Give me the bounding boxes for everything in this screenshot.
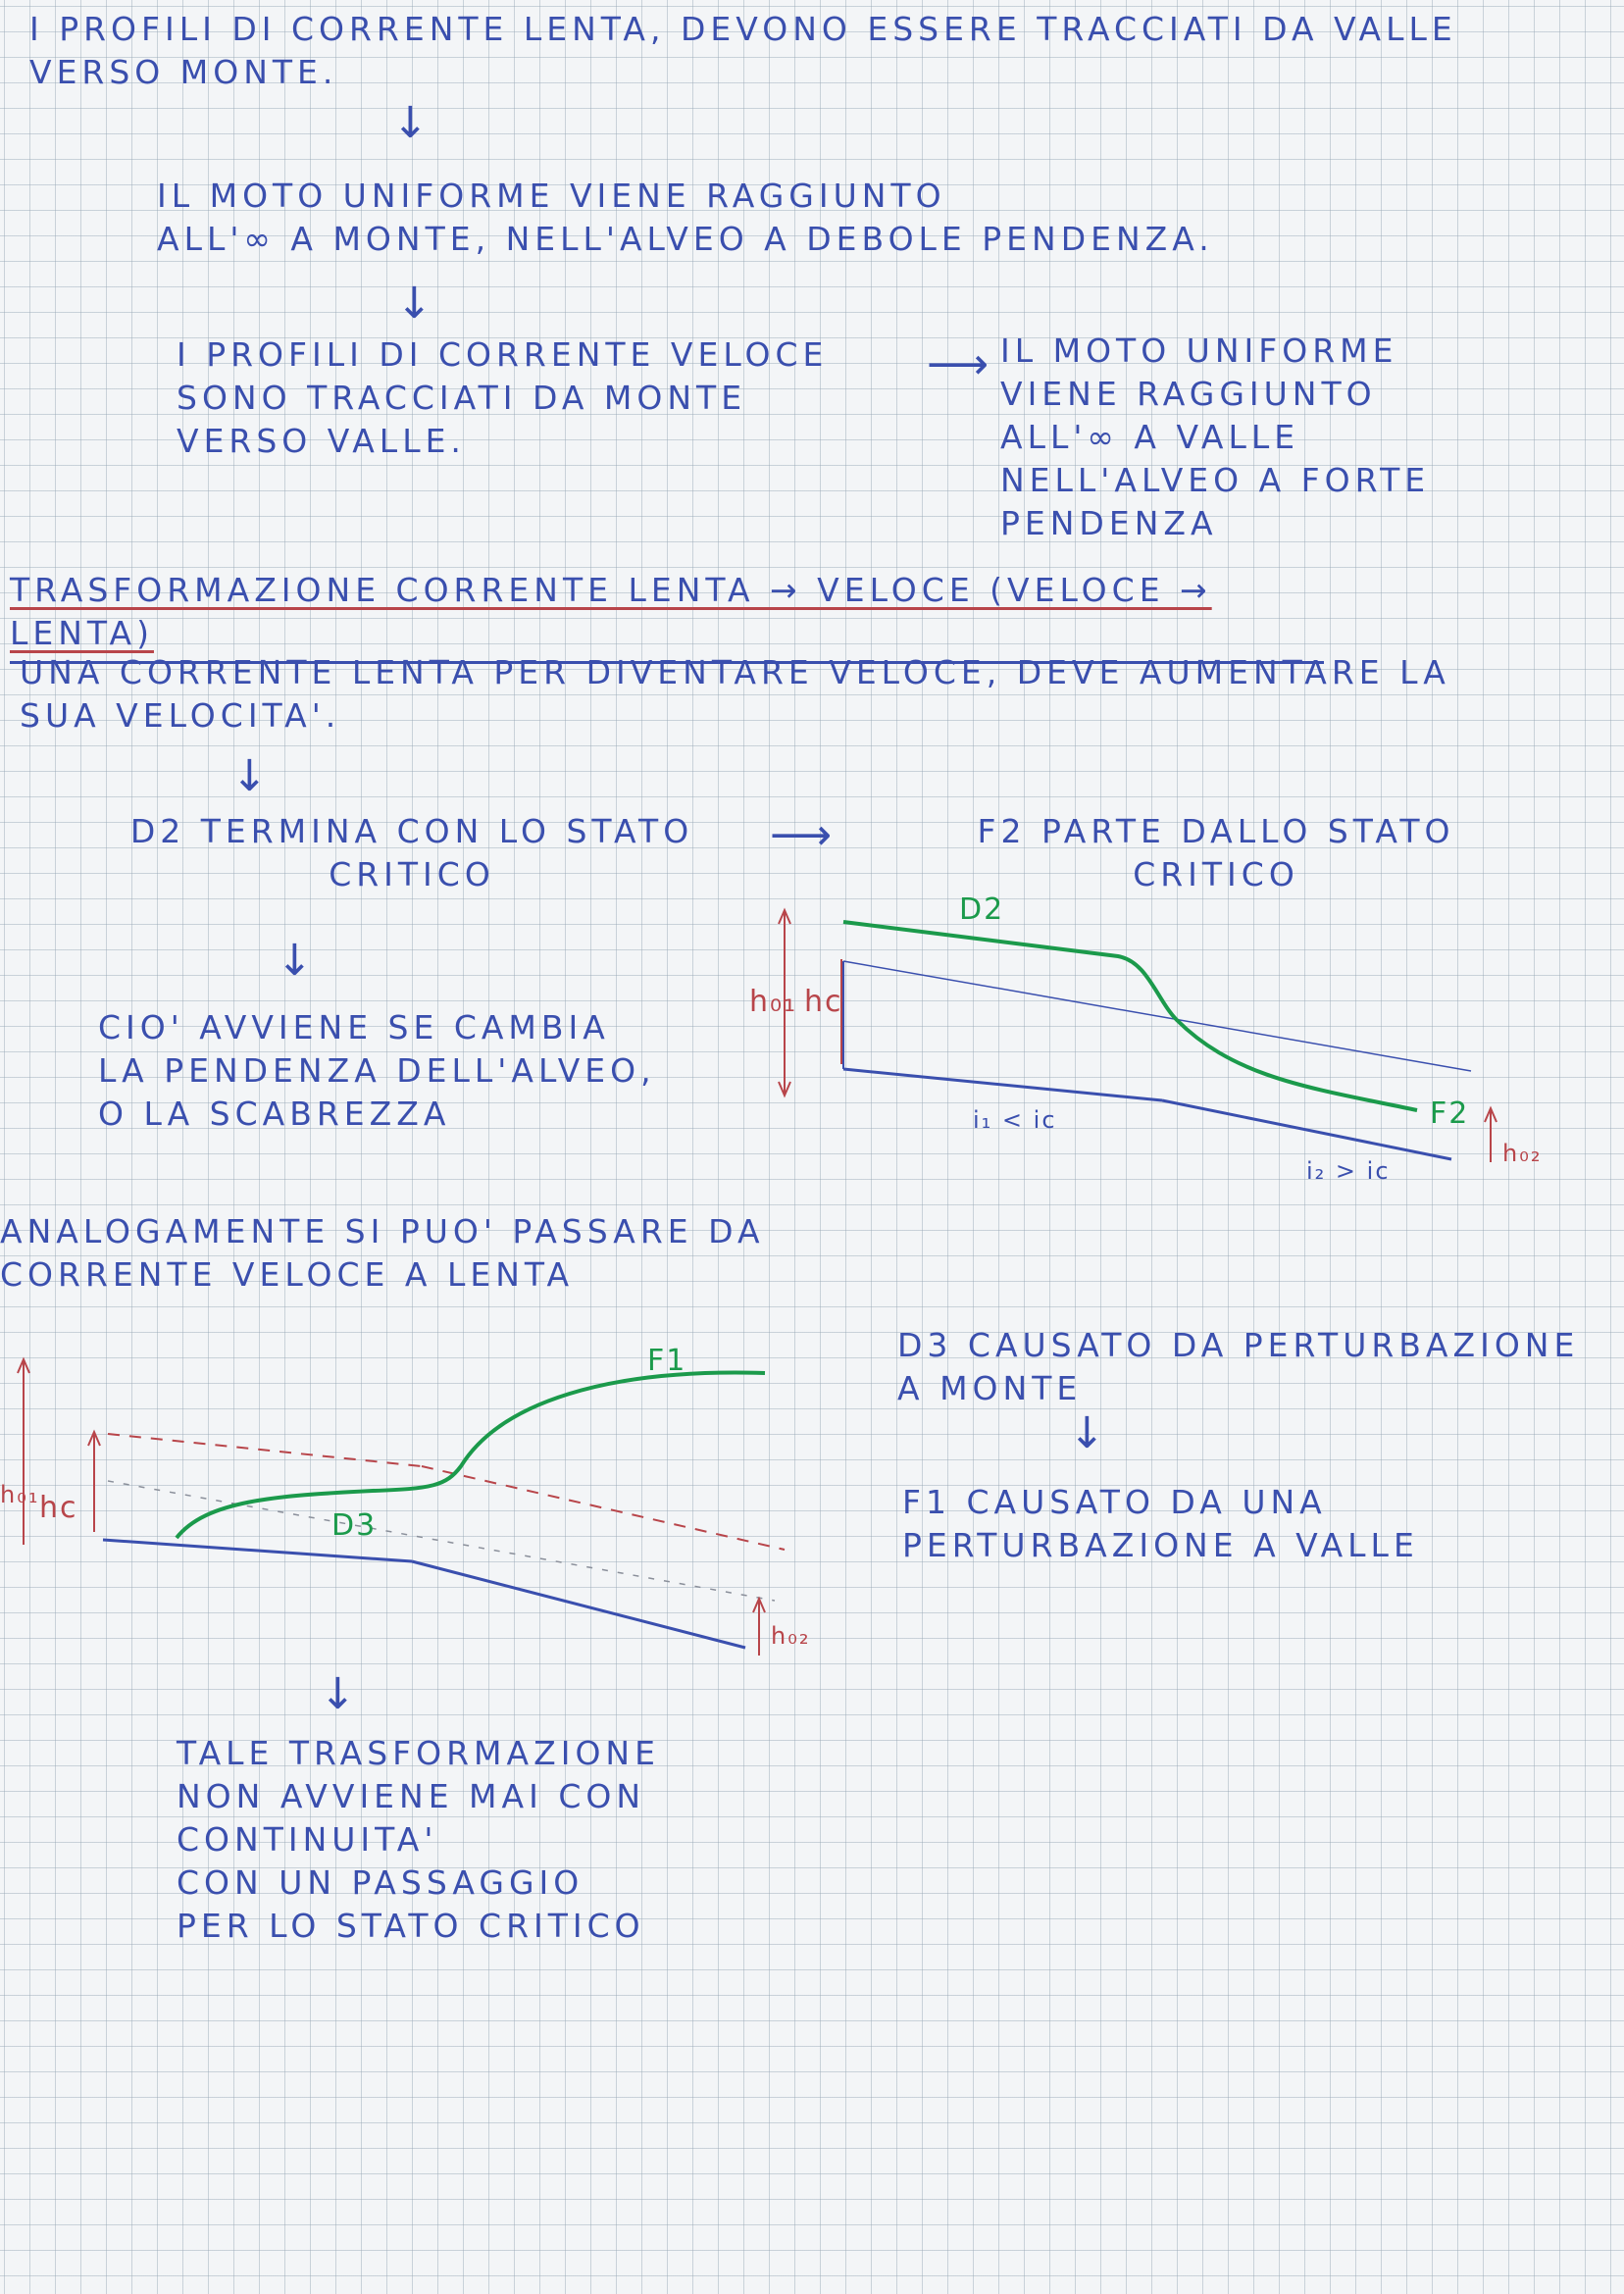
section-heading xyxy=(10,569,1324,664)
note-moto-uniforme-valle: IL MOTO UNIFORME VIENE RAGGIUNTO ALL'∞ A VALLE NELL'ALVEO A FORTE PENDENZA xyxy=(1000,331,1431,542)
label-d2: D2 xyxy=(959,892,1005,927)
section-heading-text: TRASFORMAZIONE CORRENTE LENTA → VELOCE (VELOCE → LENTA) xyxy=(10,571,1212,652)
note-d3-perturbazione-monte: D3 CAUSATO DA PERTURBAZIONE A MONTE xyxy=(897,1326,1580,1407)
label-h01: h₀₁ xyxy=(749,985,798,1019)
down-arrow-icon: ↓ xyxy=(231,751,268,801)
note-veloce-monte-valle: I PROFILI DI CORRENTE VELOCE SONO TRACCIATI DA MONTE VERSO VALLE. xyxy=(177,335,829,460)
critical-depth-line xyxy=(843,961,1471,1071)
down-arrow-icon: ↓ xyxy=(392,98,429,148)
label-hc: hc xyxy=(804,985,843,1019)
right-arrow-icon: ⟶ xyxy=(927,339,990,389)
label-h02: h₀₂ xyxy=(1502,1140,1543,1167)
down-arrow-icon: ↓ xyxy=(277,936,313,986)
label-h01: h₀₁ xyxy=(0,1481,40,1508)
note-f2-stato-critico: F2 PARTE DALLO STATO CRITICO xyxy=(977,812,1455,893)
note-f1-perturbazione-valle: F1 CAUSATO DA UNA PERTURBAZIONE A VALLE xyxy=(902,1483,1419,1564)
note-moto-uniforme-monte: IL MOTO UNIFORME VIENE RAGGIUNTO ALL'∞ A MONTE, NELL'ALVEO A DEBOLE PENDENZA. xyxy=(157,177,1214,258)
note-lenta-valle-monte: I PROFILI DI CORRENTE LENTA, DEVONO ESSERE TRACCIATI DA VALLE VERSO MONTE. xyxy=(29,10,1457,91)
note-d2-stato-critico: D2 TERMINA CON LO STATO CRITICO xyxy=(129,812,694,893)
water-profile-d3-f1 xyxy=(177,1373,765,1538)
label-hc: hc xyxy=(39,1491,78,1525)
label-h02: h₀₂ xyxy=(771,1622,811,1650)
channel-bed-upstream xyxy=(843,1069,1162,1100)
channel-bed-upstream xyxy=(103,1540,412,1561)
down-arrow-icon: ↓ xyxy=(396,279,432,329)
profile-diagram-d2-f2 xyxy=(726,883,1589,1216)
uniform-depth-line-downstream xyxy=(422,1466,785,1550)
profile-diagram-d2-f2-svg xyxy=(726,883,1589,1216)
label-i1: i₁ < ic xyxy=(973,1106,1057,1134)
water-profile-d2-f2 xyxy=(843,922,1417,1110)
critical-depth-line xyxy=(108,1481,775,1601)
note-trasformazione-continuita: TALE TRASFORMAZIONE NON AVVIENE MAI CON CONTINUITA' CON UN PASSAGGIO PER LO STATO CRITICO xyxy=(177,1734,660,1945)
label-i2: i₂ > ic xyxy=(1306,1157,1391,1185)
down-arrow-icon: ↓ xyxy=(320,1669,356,1719)
profile-diagram-d3-f1 xyxy=(0,1344,863,1667)
channel-bed-downstream xyxy=(412,1561,745,1648)
label-d3: D3 xyxy=(331,1508,378,1543)
note-aumentare-velocita: UNA CORRENTE LENTA PER DIVENTARE VELOCE, DEVE AUMENTARE LA SUA VELOCITA'. xyxy=(20,653,1450,735)
down-arrow-icon: ↓ xyxy=(1069,1408,1105,1458)
right-arrow-icon: ⟶ xyxy=(770,810,833,860)
profile-diagram-d3-f1-svg xyxy=(0,1344,863,1667)
label-f1: F1 xyxy=(647,1344,687,1378)
note-analogamente: ANALOGAMENTE SI PUO' PASSARE DA CORRENTE VELOCE A LENTA xyxy=(0,1212,765,1294)
label-f2: F2 xyxy=(1430,1096,1470,1131)
note-cambia-pendenza: CIO' AVVIENE SE CAMBIA LA PENDENZA DELL'ALVEO, O LA SCABREZZA xyxy=(98,1008,656,1133)
uniform-depth-line-upstream xyxy=(108,1434,422,1466)
